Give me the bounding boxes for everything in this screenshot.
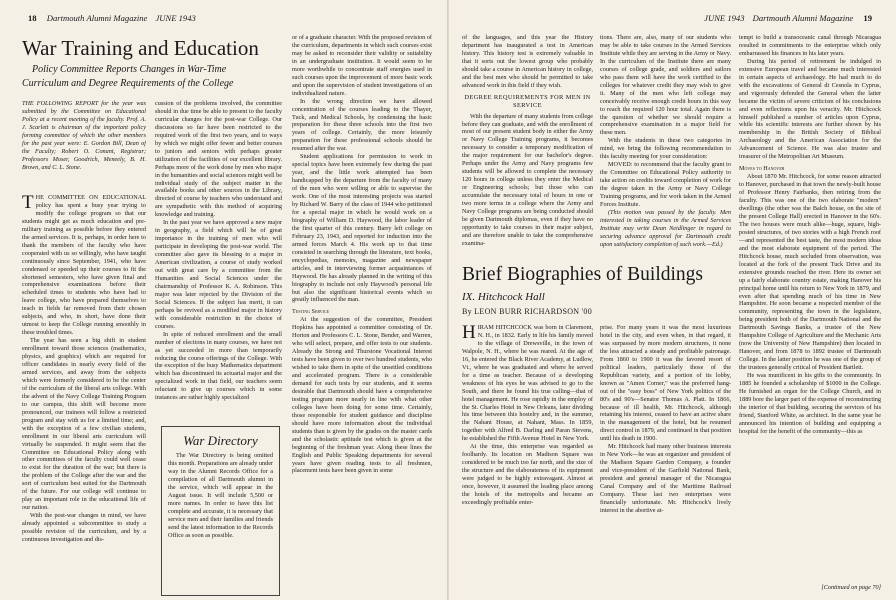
left-issue-date: JUNE 1943: [155, 13, 196, 23]
bio-col1-para-2: At the time, this enterprise was regarded as foolhardy. Its location on Madison Square was considered to be much too far north, and the size of the structure and the elaborateness of its equipment were judged to be highly extravagant. Almost at once, however, it assumed the leading place among the hotels of the metropolis and became an exceedingly profitable enter-: [462, 443, 593, 506]
col3-para-3: Student applications for permission to work in special topics have been extremely few during the past year, and the little work attempted has been handicapped by the departure from the faculty of many of the men who were willing or able to supervise the work. One of the most interesting projects was started by Richard W. Barry of the class of 1944 who petitioned for a special major in which he would work on a biography of William D. Haywood, the labor leader of the first quarter of this century. Barry left college on February 23, 1943, and reported for induction into the armed forces March 4. His work up to that time consisted in searching through the literature, text books, encyclopedias, memoirs, magazine and newspaper articles, and in interviewing former acquaintances of Haywood. He has already planned in the writing of this biography to include not only Haywood's personal life but also the significant historical events which so greatly influenced the man.: [292, 153, 432, 304]
rcol2-para-1: tions. There are, also, many of our students who may be able to take courses in the Armed Services Institute while they are serving in the Army or Navy. In the curriculum of the Institute there are many courses of college grade, and soldiers and sailors who pass them will have the work certified to the colleges for whatever credit they may wish to give it. Many of the men who left college may conceivably receive enough credit hours in this way to reach the required 120 hour total. Again there is the question of whether we should require a comprehensive examination in a major field for these men.: [600, 34, 731, 137]
rcol3-para-1: tempt to build a transoceanic canal through Nicaragua resulted in commitments to the enterprise which only embarrassed his finances in his later years.: [739, 34, 881, 57]
drop-cap-h: H: [462, 324, 476, 343]
col1-para-2: The year has seen a big shift in student enrollment toward those sciences (mathematics, physics, and graphics) which are required for officer candidates in nearly every field of the armed services, and away from the subjects which were formerly considered to be the center of the curriculum of the liberal arts college. With the advent of the Navy College Training Program to our campus, this shift will become more pronounced, our trainees will follow a restricted program and stay with us for a limited time; and, with the exception of a few civilian students, enrollment in our liberal arts curriculum will virtually be suspended. It might seem that the Committee on Educational Policy along with other committees of the faculty could well cease to exist for the duration of the war; but there is the problem of the College after the war and the sort of curriculum best suited for the Dartmouth of the future. For our college will continue to play an important role in the educational life of our nation.: [22, 337, 146, 512]
col2-para-3: In spite of reduced enrollment and the small number of elections in many courses, we have not as yet succeeded in more than temporarily reducing the course offerings of the College. With the exception of the busy Mathematics department which has discontinued its actuarial major and the specialized work in that field, our teachers seem reluctant to give up courses which in some instances are rather highly specialized: [155, 330, 282, 402]
article-title: War Training and Education: [22, 36, 259, 60]
bio-column-1: [462, 324, 593, 594]
article-subtitle-2: Curriculum and Degree Requirements of the College: [22, 78, 234, 89]
testing-service-heading: Testing Service: [292, 308, 330, 316]
right-column-2: [600, 34, 731, 250]
right-magazine-name: Dartmouth Alumni Magazine: [752, 13, 854, 23]
left-column-3: [292, 34, 432, 594]
bio-col1-para-1: IRAM HITCHCOCK was born in Claremont, N. H., in 1832. Early in life his family moved to the village of Drewsville, in the town of Walpole, N. H., where he was reared. At the age of 16, he entered the Black River Academy, at Ludlow, Vt., where he was graduated and where he served for a time as teacher. Because of a developing weakness of his eyes he was advised to go to the South, and there he found his true calling—that of hotel management. He rose rapidly in the employ of the St. Charles Hotel in New Orleans, later dividing his time between this hostelry and, in the summer, the Nahant House, at Nahant, Mass. In 1859, together with Alfred B. Darling and Paran Stevens, he established the Fifth Avenue Hotel in New York.: [462, 324, 593, 443]
right-page-number: 19: [863, 13, 872, 23]
rcol2-para-2: With the students in these two categories in mind, we bring the following recommendation to this faculty meeting for your consideration:: [600, 137, 731, 161]
left-column-2: [155, 100, 282, 412]
right-column-3: [739, 34, 881, 583]
right-issue-date: JUNE 1943: [704, 13, 745, 23]
moves-to-hanover-heading: Moves to Hanover: [739, 165, 785, 173]
bio-author: By LEON BURR RICHARDSON '00: [462, 307, 592, 316]
bio-col2-para-1: prise. For many years it was the most luxurious hotel in the city, and even when, in that regard, it was surpassed by more modern structures, it none the less attracted a steady and profitable patronage. From 1860 to 1900 it was the favored resort of political leaders, particularly those of the Republican variety, and a portion of its lobby, known as "Amen Corner," was the preferred hang-out of the "easy boss" of New York politics of the 80's and 90's—Senator Thomas A. Platt. In 1866, because of ill health, Mr. Hitchcock, although retaining his interest, ceased to have an active share in the management of the hotel, but he resumed direct control in 1879, and continued in that position until his death in 1900.: [600, 324, 731, 443]
rcol2-para-3: MOVED: to recommend that the faculty grant to the Committee on Educational Policy authority to take action on credits toward completion of work for the degree taken in the Army or Navy College Training programs, and for work taken in the Armed Forces Institute.: [600, 161, 731, 209]
col1-para-1: HE COMMITTEE ON EDUCATIONAL policy has spent a busy year trying to modify the college program so that our students might get as much education and pre-military training as possible before they entered the armed services. It is, perhaps, in order here to thank the members of the faculty who have cooperated with us so willingly, who have taught continuously since September, 1941, who have condensed or speeded up their courses to fit the shortened semesters, who have given final and comprehensive examinations before their scheduled times to students who have had to leave college, who have prepared themselves to teach in fields far removed from their chosen subjects, and who, in short, have done their utmost to keep the College running smoothly in these troubled times.: [22, 194, 146, 337]
rcol1-para-1: of the languages, and this year the History department has inaugurated a test in American history. This history test is extremely valuable in that it sorts out the lowest group who probably should take a course in American history in college, and the best men who should be permitted to take advanced work in this field if they wish.: [462, 34, 593, 89]
degree-requirements-heading: DEGREE REQUIREMENTS FOR MEN IN SERVICE: [464, 93, 591, 109]
editor-note: (This motion was passed by the faculty. Men interested in taking courses in the Armed Services Institute may write Dean Neidlinger in regard to securing advance approval for Dartmouth credit upon satisfactory completion of such work.—Ed.): [600, 208, 731, 248]
bio-column-2: [600, 324, 731, 594]
col1-para-3: With the post-war changes in mind, we have already appointed a subcommittee to study a possible revision of the curriculum, and by a continuous investigation and dis-: [22, 512, 146, 543]
col2-para-1: cussion of the problems involved, the committee should in due time be able to present to the faculty curricular changes for the post-war College. Our discussions so far have been restricted to the required work of the first two years, and to ways by which we might offer fewer and better courses to juniors and seniors with perhaps greater utilization of the facilities of our excellent library. Perhaps more of the work done by men who major in the humanities and social sciences might well be individual study of the subject matter in the available books and other sources in the Library, directed of course by teachers who understand and are sympathetic with this method of acquiring knowledge and training.: [155, 100, 282, 219]
col3-para-4: At the suggestion of the committee, President Hopkins has appointed a committee consisting of Dr. Horton and Professors C. L. Stone, Bender, and Warren, who will select, prepare, and offer tests to our students. Already the Strong and Thurstone Vocational Interest tests have been given to over two hundred students, who wished to take them in spite of the unsettled conditions and accelerated program. There is a considerable demand for such tests by our students, and it seems desirable that Dartmouth should have a comprehensive testing program more nearly in line with what other colleges have been doing for some time. Certainly, those responsible for student guidance and discipline should have more information about the individual students than is given by the grades on the master cards and the scholastic aptitude test which is given at the beginning of the freshman year. Along these lines the English and Public Speaking departments for several years have given reading tests to all freshmen, placement tests have been given in some: [292, 316, 432, 475]
left-column-1: [22, 194, 146, 594]
rcol3-para-2: During his period of retirement he indulged in extensive European travel and became much interested in certain aspects of archaeology. He had much to do with the excavations of General di Cesnola in Cyprus, and vigorously defended the General when the latter became the victim of severe criticism of his conclusions and even reflections upon his veracity. Mr. Hitchcock himself published a number of articles upon Cyprus, while his scientific interests are further shown by his membership in the British Society of Biblical Archaeology and the American Association for the Advancement of Science. He was also trustee and treasurer of the Metropolitan Art Museum.: [739, 57, 881, 161]
rcol3-para-4: He was munificent in his gifts to the community. In 1885 he founded a scholarship of $1000 in the College. He furnished an organ for the College Church, and in 1889 bore the larger part of the expense of reconstructing the interior of that building, securing the services of his friend, Stanford White, as architect. In the same year he announced his intention of building and equipping a hospital for the benefit of the community—this as: [739, 372, 881, 435]
bio-title: Brief Biographies of Buildings: [462, 264, 704, 285]
bio-subtitle: IX. Hitchcock Hall: [462, 291, 545, 303]
left-page-number: 18: [28, 13, 37, 23]
intro-note: THE FOLLOWING REPORT for the year was submitted by the Committee on Educational Policy at a recent meeting of the faculty. Prof. A. J. Scarlett is chairman of the important policy forming committee of which the other members for the past year were: E. Gordon Bill, Dean of the Faculty; Robert O. Conant, Registrar; Professors Moser, Goodrich, Meneely, B. H. Brown, and C. L. Stone.: [22, 100, 146, 171]
right-page: [449, 0, 896, 600]
right-column-1: [462, 34, 593, 250]
left-magazine-name: Dartmouth Alumni Magazine: [46, 13, 148, 23]
rcol3-para-3: About 1870 Mr. Hitchcock, for some reason attracted to Hanover, purchased in that town the newly-built house of Professor Henry Fairbanks, then retiring from the faculty. This was one of the two elaborate "modern" dwellings (the other was the Balch house, on the site of the present College Hall) erected in Hanover in the 60's. The two houses were much alike—huge, square, high-posted structures, of two stories with a high French roof—and represented the best taste, the most modern ideas and the most elaborate equipment of the period. The Hitchcock house, much secluded from observation, was located at the fork of the present Tuck Drive and its extensive grounds reached the river. Here its owner set up a fairly elaborate country estate, making Hanover his principal home until his return to New York in 1879, and even after that spending much of his time in New Hampshire. He soon became a respected member of the community, representing the town in the legislature, being president both of the Dartmouth National and the Dartmouth Savings Banks, a trustee of the New Hampshire College of Agriculture and the Mechanic Arts (now the University of New Hampshire) then located in Hanover, and from 1878 to 1892 trustee of Dartmouth College. In the latter position he was one of the group of the trustees generally critical of President Bartlett.: [739, 173, 881, 372]
continued-note: [Continued on page 70]: [821, 584, 881, 591]
war-directory-box: [161, 426, 280, 596]
right-running-head: [704, 13, 880, 23]
war-directory-title: War Directory: [183, 433, 258, 448]
rcol1-para-2: With the departure of many students from college before they can graduate, and with the enrollment of most of our present student body in either the Army or Navy College Training programs, it becomes necessary to consider a temporary modification of the major requirement for our bachelor's degree. Perhaps under the Army and Navy programs few students will be allowed to complete the necessary 120 hours in college unless they enter the Medical or Engineering schools; but those who can accumulate the necessary total of hours in one or two more terms in a college where the Army and Navy College programs are being conducted should be given Dartmouth diplomas, even if they have no opportunity to take courses in their major subject, and are therefore unable to take the comprehensive examina-: [462, 112, 593, 247]
col3-para-1: or of a graduate character. With the proposed revision of the curriculum, departments in which such courses exist may be asked to reconsider their validity or suitability in an undergraduate institution. It would seem to be more worthwhile to concentrate staff energies used in such courses upon the improvement of more basic work and upon the supervision of student investigations of an individualized nature.: [292, 34, 432, 97]
article-subtitle-1: Policy Committee Reports Changes in War-Time: [32, 64, 227, 75]
left-running-head: [20, 13, 196, 23]
col2-para-2: In the past year we have approved a new major in geography, a field which will be of great importance in the training of men who will participate in developing the post-war world. The committee also gave its blessing to a major in American civilization, a course of study worked out with great care by a committee from the Humanities and Social Sciences under the chairmanship of Professor K. A. Robinson. This major was later rejected by the Division of the Social Sciences. If the subject has merit, it can perhaps be revived as a modified major in history with considerable restriction in the choice of courses.: [155, 219, 282, 330]
col3-para-2: In the wrong direction we have allowed concentration of the courses leading to the Thayer, Tuck, and Medical Schools, by condensing the basic preparation for these three schools into the first two years of college. Certainly, the more leisurely preparation for these professional schools should be resumed after the war.: [292, 97, 432, 153]
drop-cap-t: T: [22, 194, 34, 213]
bio-col2-para-2: Mr. Hitchcock had many other business interests in New York—he was an organizer and president of the Madison Square Garden Company, a founder and vice-president of the Garfield National Bank, president and general manager of the Nicaragua Canal Company and of the Maritime Railroad Company. These last two enterprises were financially unfortunate. Mr. Hitchcock's lively interest in the abortive at-: [600, 443, 731, 514]
war-directory-text: The War Directory is being omitted this month. Preparations are already under way in the Alumni Records Office for a compilation of all Dartmouth alumni in the service, which will appear in the August issue. It will include 5,500 or more names. In order to have this list complete and accurate, it is necessary that service men and their families and friends send the latest information to the Records Office as soon as possible.: [168, 452, 273, 539]
left-page: [0, 0, 447, 600]
